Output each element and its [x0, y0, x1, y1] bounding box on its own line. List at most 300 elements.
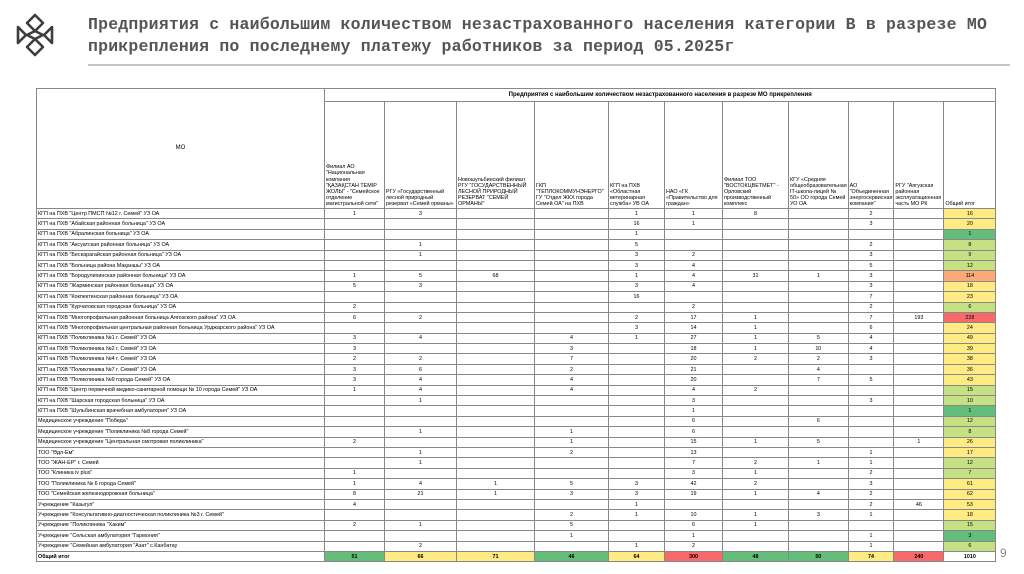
row-total-cell: 228 [944, 312, 996, 322]
value-cell: 31 [723, 271, 789, 281]
value-cell: 4 [848, 344, 894, 354]
value-cell [457, 229, 535, 239]
row-total-cell: 12 [944, 416, 996, 426]
table-row [37, 427, 996, 437]
value-cell: 1 [325, 479, 385, 489]
value-cell: 21 [665, 364, 723, 374]
value-cell [325, 458, 385, 468]
value-cell: 1 [723, 510, 789, 520]
value-cell [789, 302, 849, 312]
value-cell [894, 447, 944, 457]
table-row [37, 240, 996, 250]
value-cell: 5 [789, 437, 849, 447]
value-cell [385, 499, 457, 509]
row-total-cell: 36 [944, 364, 996, 374]
value-cell: 1 [723, 312, 789, 322]
mo-name-cell: КГП на ПХВ "Абайская районная больница" УЗ ОА [37, 219, 325, 229]
column-header: Филиал ТОО "ВОСТОКЦВЕТМЕТ" - Орловский производственный комплекс [723, 102, 789, 209]
value-cell: 1 [609, 271, 665, 281]
row-total-cell: 20 [944, 219, 996, 229]
value-cell [385, 302, 457, 312]
mo-name-cell: КГП на ПХВ "Жарминская районная больница" УЗ ОА [37, 281, 325, 291]
table-row [37, 375, 996, 385]
value-cell [894, 479, 944, 489]
value-cell [894, 396, 944, 406]
value-cell [535, 406, 609, 416]
value-cell [535, 416, 609, 426]
value-cell [609, 354, 665, 364]
row-total-cell: 18 [944, 510, 996, 520]
value-cell: 1 [789, 271, 849, 281]
value-cell [535, 396, 609, 406]
value-cell [723, 250, 789, 260]
value-cell: 3 [325, 364, 385, 374]
table-row [37, 489, 996, 499]
value-cell: 1 [665, 219, 723, 229]
table-row [37, 520, 996, 530]
value-cell: 2 [848, 489, 894, 499]
mo-name-cell: ТОО "Поликлиника № 6 города Семей" [37, 479, 325, 489]
value-cell [535, 260, 609, 270]
value-cell: 1 [665, 531, 723, 541]
value-cell: 1 [609, 541, 665, 551]
value-cell [894, 354, 944, 364]
value-cell [723, 447, 789, 457]
value-cell [848, 385, 894, 395]
value-cell: 2 [535, 364, 609, 374]
value-cell [609, 531, 665, 541]
value-cell: 13 [665, 447, 723, 457]
value-cell [848, 427, 894, 437]
value-cell [457, 447, 535, 457]
value-cell: 2 [325, 354, 385, 364]
value-cell [609, 302, 665, 312]
value-cell: 2 [535, 447, 609, 457]
table-row [37, 437, 996, 447]
value-cell: 1 [848, 458, 894, 468]
value-cell: 16 [609, 292, 665, 302]
value-cell [894, 531, 944, 541]
value-cell: 1 [457, 479, 535, 489]
value-cell [385, 437, 457, 447]
value-cell [457, 375, 535, 385]
table-row [37, 312, 996, 322]
value-cell: 1 [848, 541, 894, 551]
value-cell [385, 292, 457, 302]
value-cell: 193 [894, 312, 944, 322]
value-cell: 1 [457, 489, 535, 499]
value-cell [535, 292, 609, 302]
row-total-cell: 39 [944, 344, 996, 354]
value-cell [457, 385, 535, 395]
value-cell [457, 520, 535, 530]
value-cell: 5 [789, 333, 849, 343]
table-row [37, 323, 996, 333]
value-cell [325, 240, 385, 250]
value-cell [457, 260, 535, 270]
value-cell: 7 [665, 458, 723, 468]
value-cell: 3 [325, 344, 385, 354]
value-cell: 1 [609, 229, 665, 239]
value-cell: 2 [325, 302, 385, 312]
value-cell [894, 209, 944, 219]
company-logo [14, 12, 56, 58]
table-row [37, 447, 996, 457]
value-cell [609, 468, 665, 478]
row-total-cell: 15 [944, 385, 996, 395]
value-cell [789, 499, 849, 509]
value-cell: 3 [535, 344, 609, 354]
value-cell [894, 375, 944, 385]
value-cell: 3 [325, 375, 385, 385]
value-cell [535, 312, 609, 322]
mo-name-cell: КГП на ПХВ "Поликлиника №1 г. Семей" УЗ ОА [37, 333, 325, 343]
value-cell [894, 292, 944, 302]
row-total-cell: 1 [944, 229, 996, 239]
value-cell: 20 [665, 375, 723, 385]
value-cell [325, 229, 385, 239]
value-cell: 3 [609, 323, 665, 333]
table-row [37, 271, 996, 281]
value-cell [789, 406, 849, 416]
value-cell: 1 [848, 447, 894, 457]
row-total-cell: 15 [944, 520, 996, 530]
value-cell: 15 [665, 437, 723, 447]
value-cell: 2 [848, 468, 894, 478]
value-cell [609, 437, 665, 447]
value-cell: 1 [385, 250, 457, 260]
value-cell [457, 416, 535, 426]
value-cell: 1 [723, 437, 789, 447]
value-cell: 2 [723, 354, 789, 364]
value-cell: 2 [325, 437, 385, 447]
value-cell: 4 [535, 385, 609, 395]
value-cell [789, 323, 849, 333]
table-row [37, 406, 996, 416]
mo-name-cell: КГП на ПХВ "Аксуатская районная больница" УЗ ОА [37, 240, 325, 250]
value-cell [457, 406, 535, 416]
row-total-cell: 17 [944, 447, 996, 457]
column-header: ГКП "ТЕПЛОКОММУНЭНЕРГО" ГУ "Отдел ЖКХ города Семей ОА" на ПХВ [535, 102, 609, 209]
value-cell [609, 416, 665, 426]
row-total-cell: 53 [944, 499, 996, 509]
value-cell [723, 364, 789, 374]
value-cell [848, 437, 894, 447]
value-cell: 5 [325, 281, 385, 291]
value-cell [385, 219, 457, 229]
value-cell [457, 209, 535, 219]
mo-name-cell: Медицинское учреждение "Поликлиника №8 города Семей" [37, 427, 325, 437]
grand-total-cell: 66 [385, 551, 457, 561]
grand-total-cell: 74 [848, 551, 894, 561]
value-cell [894, 302, 944, 312]
value-cell: 3 [789, 510, 849, 520]
value-cell: 2 [609, 312, 665, 322]
table-row [37, 229, 996, 239]
row-total-cell: 3 [944, 531, 996, 541]
value-cell: 4 [665, 385, 723, 395]
table-row [37, 458, 996, 468]
value-cell [894, 541, 944, 551]
value-cell: 1 [385, 458, 457, 468]
mo-name-cell: КГП на ПХВ "Шульбинская врачебная амбулатория" УЗ ОА [37, 406, 325, 416]
value-cell [789, 281, 849, 291]
value-cell: 1 [535, 437, 609, 447]
value-cell [789, 396, 849, 406]
grand-total-cell: 48 [723, 551, 789, 561]
value-cell [723, 406, 789, 416]
column-header: Общий итог [944, 102, 996, 209]
value-cell: 1 [723, 468, 789, 478]
value-cell [535, 281, 609, 291]
value-cell: 6 [665, 416, 723, 426]
value-cell [325, 510, 385, 520]
column-header: РГУ "Аягузская районная эксплуатационная часть МО РК [894, 102, 944, 209]
value-cell [894, 333, 944, 343]
value-cell [723, 541, 789, 551]
value-cell: 7 [535, 354, 609, 364]
row-total-cell: 8 [944, 240, 996, 250]
value-cell [723, 396, 789, 406]
value-cell [789, 219, 849, 229]
value-cell: 3 [848, 479, 894, 489]
uninsured-population-table [36, 88, 996, 562]
row-total-cell: 49 [944, 333, 996, 343]
value-cell: 3 [665, 396, 723, 406]
value-cell: 2 [723, 385, 789, 395]
value-cell [723, 499, 789, 509]
row-total-cell: 12 [944, 260, 996, 270]
value-cell: 5 [848, 260, 894, 270]
value-cell: 2 [665, 302, 723, 312]
value-cell: 18 [665, 344, 723, 354]
value-cell [385, 510, 457, 520]
value-cell [848, 229, 894, 239]
value-cell: 3 [848, 250, 894, 260]
value-cell [385, 416, 457, 426]
value-cell: 6 [848, 323, 894, 333]
row-total-cell: 23 [944, 292, 996, 302]
value-cell [789, 531, 849, 541]
value-cell [385, 468, 457, 478]
value-cell: 7 [789, 375, 849, 385]
value-cell: 4 [789, 364, 849, 374]
value-cell: 3 [848, 281, 894, 291]
value-cell [894, 385, 944, 395]
value-cell [457, 510, 535, 520]
row-total-cell: 6 [944, 541, 996, 551]
mo-name-cell: ТОО "Әдл-Ем" [37, 447, 325, 457]
value-cell: 1 [609, 209, 665, 219]
value-cell: 4 [385, 375, 457, 385]
mo-name-cell: КГП на ПХВ "Поликлиника №4 г. Семей" УЗ ОА [37, 354, 325, 364]
grand-total-cell: 46 [535, 551, 609, 561]
value-cell [535, 302, 609, 312]
mo-name-cell: КГП на ПХВ "Бородулихинская районная больница" УЗ ОА [37, 271, 325, 281]
value-cell: 1 [723, 520, 789, 530]
table-row [37, 416, 996, 426]
value-cell: 68 [457, 271, 535, 281]
value-cell [457, 240, 535, 250]
mo-name-cell: КГП на ПХВ "Многопрофильная районная больница Аягозского района" УЗ ОА [37, 312, 325, 322]
value-cell [609, 344, 665, 354]
value-cell: 3 [535, 489, 609, 499]
value-cell [535, 219, 609, 229]
column-header: Филиал АО "Национальная компания "ҚАЗАҚСТАН ТЕМІР ЖОЛЫ" - "Семейское отделение магистральной сети" [325, 102, 385, 209]
table-row [37, 396, 996, 406]
value-cell: 1 [789, 458, 849, 468]
value-cell [848, 416, 894, 426]
value-cell: 3 [609, 479, 665, 489]
slide-title: Предприятия с наибольшим количеством незастрахованного населения категории В в разрезе МО прикрепления по последнему платежу работников за период 05.2025г [88, 15, 988, 56]
mo-name-cell: КГП на ПХВ "Курчатовская городская больница" УЗ ОА [37, 302, 325, 312]
value-cell: 7 [848, 292, 894, 302]
value-cell: 1 [325, 385, 385, 395]
value-cell [723, 416, 789, 426]
value-cell: 1 [325, 209, 385, 219]
table-row [37, 250, 996, 260]
value-cell [457, 344, 535, 354]
value-cell [665, 229, 723, 239]
value-cell [894, 281, 944, 291]
value-cell: 10 [789, 344, 849, 354]
value-cell: 1 [723, 489, 789, 499]
value-cell [723, 375, 789, 385]
value-cell [723, 531, 789, 541]
value-cell [535, 240, 609, 250]
value-cell [535, 209, 609, 219]
value-cell [457, 396, 535, 406]
title-divider [88, 64, 1010, 66]
value-cell [848, 520, 894, 530]
value-cell: 2 [723, 458, 789, 468]
value-cell: 4 [848, 333, 894, 343]
mo-name-cell: КГП на ПХВ "Центр первичной медико-санитарной помощи № 10 города Семей" УЗ ОА [37, 385, 325, 395]
value-cell [325, 396, 385, 406]
value-cell: 5 [385, 271, 457, 281]
column-header: КГУ «Средняя общеобразовательная IT-школа-лицей № 50» ОО города Семей УО ОА [789, 102, 849, 209]
grand-total-cell: 71 [457, 551, 535, 561]
page-number: 9 [1000, 546, 1007, 560]
column-header: АО "Объединенная энергосервисная компания" [848, 102, 894, 209]
mo-name-cell: Учреждение "Семейная амбулатория "Азат" с.Канбатау [37, 541, 325, 551]
value-cell [325, 292, 385, 302]
value-cell [325, 427, 385, 437]
value-cell [789, 260, 849, 270]
value-cell: 6 [789, 416, 849, 426]
value-cell: 2 [385, 354, 457, 364]
value-cell [894, 406, 944, 416]
value-cell [723, 281, 789, 291]
value-cell: 4 [325, 499, 385, 509]
value-cell [457, 292, 535, 302]
value-cell [535, 250, 609, 260]
table-row [37, 281, 996, 291]
value-cell: 3 [609, 281, 665, 291]
value-cell [894, 219, 944, 229]
value-cell: 2 [665, 541, 723, 551]
value-cell [535, 323, 609, 333]
mo-name-cell: ТОО "ЖАН-ЕР" г. Семей [37, 458, 325, 468]
row-total-cell: 9 [944, 250, 996, 260]
mo-name-cell: КГП на ПХВ "Шарская городская больница" УЗ ОА [37, 396, 325, 406]
mo-name-cell: КГП на ПХВ "Поликлиника №9 города Семей" УЗ ОА [37, 375, 325, 385]
value-cell [848, 406, 894, 416]
value-cell: 4 [535, 375, 609, 385]
grand-total-row [37, 551, 996, 561]
value-cell: 14 [665, 323, 723, 333]
value-cell [789, 250, 849, 260]
table-row [37, 531, 996, 541]
grand-total-cell: 240 [894, 551, 944, 561]
value-cell [457, 427, 535, 437]
mo-name-cell: КГП на ПХВ "Многопрофильная центральная районная больница Урджарского района" УЗ ОА [37, 323, 325, 333]
row-total-cell: 114 [944, 271, 996, 281]
value-cell [535, 229, 609, 239]
value-cell: 2 [385, 312, 457, 322]
value-cell: 3 [848, 396, 894, 406]
column-header: КГП на ПХВ «Областная ветеринарная служба» УВ ОА [609, 102, 665, 209]
value-cell: 1 [848, 531, 894, 541]
value-cell: 2 [848, 240, 894, 250]
value-cell [894, 520, 944, 530]
value-cell [894, 323, 944, 333]
grand-total-cell: 51 [325, 551, 385, 561]
value-cell: 5 [609, 240, 665, 250]
value-cell [535, 458, 609, 468]
value-cell: 7 [848, 312, 894, 322]
value-cell: 4 [385, 333, 457, 343]
value-cell [789, 229, 849, 239]
value-cell [665, 499, 723, 509]
value-cell [723, 240, 789, 250]
value-cell [457, 458, 535, 468]
value-cell [457, 531, 535, 541]
value-cell: 1 [665, 209, 723, 219]
mo-name-cell: Учреждение "Сельская амбулатория "Гармония" [37, 531, 325, 541]
value-cell: 1 [894, 437, 944, 447]
value-cell: 2 [385, 541, 457, 551]
value-cell: 2 [723, 479, 789, 489]
value-cell: 1 [609, 499, 665, 509]
value-cell [894, 510, 944, 520]
band-header: Предприятия с наибольшим количеством незастрахованного населения в разрезе МО прикрепления [325, 89, 996, 102]
value-cell: 1 [535, 427, 609, 437]
mo-name-cell: Учреждение "Консультативно-диагностическая поликлиника №3 г. Семей" [37, 510, 325, 520]
value-cell [665, 292, 723, 302]
table-row [37, 499, 996, 509]
row-total-cell: 18 [944, 281, 996, 291]
grand-total-cell: 1010 [944, 551, 996, 561]
value-cell [723, 229, 789, 239]
row-total-cell: 24 [944, 323, 996, 333]
value-cell [609, 364, 665, 374]
table-row [37, 260, 996, 270]
value-cell: 3 [609, 250, 665, 260]
grand-total-cell: 50 [789, 551, 849, 561]
value-cell [723, 292, 789, 302]
value-cell [789, 240, 849, 250]
value-cell: 1 [723, 333, 789, 343]
table-row [37, 385, 996, 395]
value-cell [789, 209, 849, 219]
value-cell [894, 468, 944, 478]
value-cell [457, 499, 535, 509]
column-header: НАО «ГК «Правительство для граждан» [665, 102, 723, 209]
value-cell: 4 [385, 479, 457, 489]
row-total-cell: 10 [944, 396, 996, 406]
value-cell [894, 271, 944, 281]
